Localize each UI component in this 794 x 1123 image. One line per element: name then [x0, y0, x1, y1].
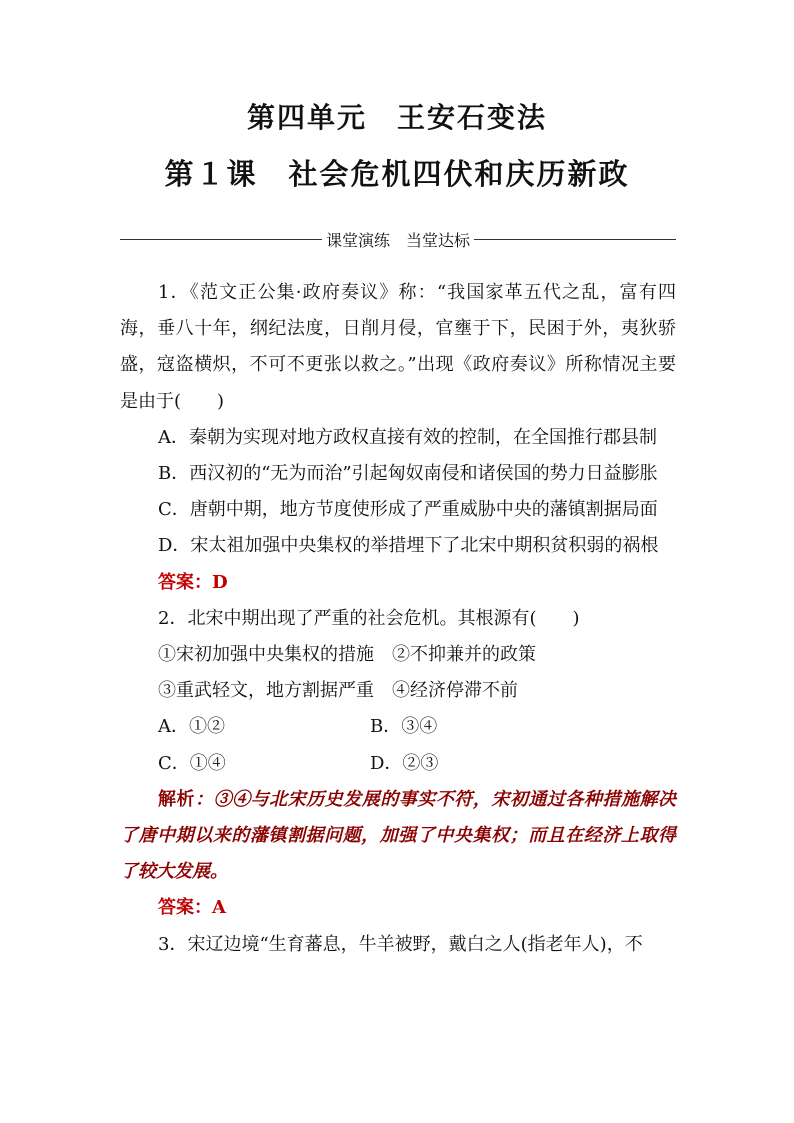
question-2-analysis	[120, 782, 676, 891]
answer-value: D	[212, 571, 228, 593]
question-2-options-row-1	[120, 709, 676, 745]
divider-line-left	[120, 239, 322, 240]
question-1-stem: 1．《范文正公集·政府奏议》称：“我国家革五代之乱，富有四海，垂八十年，纲纪法度，日削月侵，官壅于下，民困于外，夷狄骄盛，寇盗横炽，不可不更张以救之。”出现《政府奏议》所称情况主要是由于( )	[120, 282, 676, 412]
question-2-option-b: B．③④	[370, 716, 438, 738]
question-2-options-row-2	[120, 746, 676, 782]
section-label: 课堂演练 当堂达标	[326, 230, 471, 250]
divider-line-right	[474, 239, 676, 240]
question-1-option-a: A．秦朝为实现对地方政权直接有效的控制，在全国推行郡县制	[158, 426, 657, 448]
question-2-option-a: A．①②	[158, 716, 225, 738]
lesson-title: 第１课 社会危机四伏和庆历新政	[164, 157, 630, 191]
question-1-option-b: B．西汉初的“无为而治”引起匈奴南侵和诸侯国的势力日益膨胀	[158, 463, 658, 485]
question-2-item-line-2: ③重武轻文，地方割据严重 ④经济停滞不前	[158, 680, 518, 702]
section-divider	[120, 228, 676, 250]
answer-label: 答案：	[158, 571, 212, 593]
answer-value: A	[212, 897, 226, 919]
question-2-stem: 2．北宋中期出现了严重的社会危机。其根源有( )	[158, 607, 580, 629]
question-content	[120, 275, 676, 963]
question-1-option-c: C．唐朝中期，地方节度使形成了严重威胁中央的藩镇割据局面	[158, 499, 658, 521]
question-3-stem: 3．宋辽边境“生育蕃息，牛羊被野，戴白之人(指老年人)，不	[158, 933, 643, 955]
question-1-answer	[120, 565, 676, 601]
question-2-option-d: D．②③	[370, 752, 439, 774]
question-2-answer	[120, 890, 676, 926]
unit-title: 第四单元 王安石变法	[246, 101, 547, 134]
question-1-option-d: D．宋太祖加强中央集权的举措埋下了北宋中期积贫积弱的祸根	[158, 535, 659, 557]
analysis-label: 解析	[158, 788, 196, 810]
question-2-option-c: C．①④	[158, 752, 226, 774]
analysis-text: ：③④与北宋历史发展的事实不符，宋初通过各种措施解决了唐中期以来的藩镇割据问题，加强了中央集权；而且在经济上取得了较大发展。	[120, 788, 677, 883]
question-2-item-line-1: ①宋初加强中央集权的措施 ②不抑兼并的政策	[158, 644, 536, 666]
answer-label: 答案：	[158, 897, 212, 919]
